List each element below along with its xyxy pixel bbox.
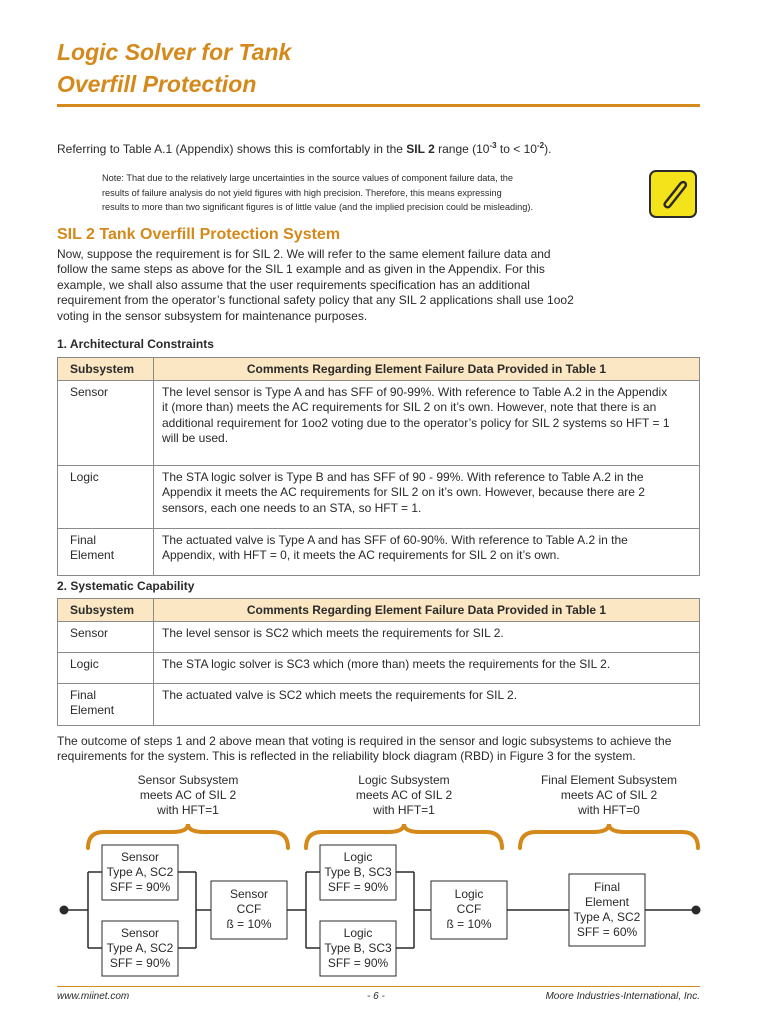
footer-rule (57, 986, 700, 987)
column-header-comments: Comments Regarding Element Failure Data Provided in Table 1 (154, 599, 700, 622)
subsystem-name: Sensor (70, 626, 109, 640)
note-line-2: results of failure analysis do not yield figures with high precision. Therefore, this means expressing (102, 187, 502, 198)
comment-line: The level sensor is Type A and has SFF of 90-99%. With reference to Table A.2 in the Appendix (162, 385, 668, 399)
block-label: Sensor (120, 850, 160, 864)
section-heading: SIL 2 Tank Overfill Protection System (57, 226, 341, 243)
block-label: Logic (343, 850, 373, 864)
title-line-1: Logic Solver for Tank (57, 39, 292, 65)
block-label: Logic (343, 926, 373, 940)
block-label: SFF = 60% (576, 925, 638, 939)
table-row (58, 466, 700, 529)
block-label: Sensor (120, 926, 160, 940)
sensor-subsystem-bracket (88, 824, 288, 848)
table2-heading: 2. Systematic Capability (57, 579, 195, 593)
table1-heading: 1. Architectural Constraints (57, 337, 214, 351)
intro-range-c: ). (544, 142, 552, 156)
column-header-comments: Comments Regarding Element Failure Data Provided in Table 1 (154, 358, 700, 381)
note-text (102, 171, 612, 215)
para-line: follow the same steps as above for the SIL 1 example and as given in the Appendix. For this (57, 262, 545, 277)
intro-range-b: to < 10 (496, 142, 537, 156)
paperclip-icon (649, 170, 697, 218)
outcome-line: The outcome of steps 1 and 2 above mean that voting is required in the sensor and logic subsystems to achieve the (57, 734, 672, 748)
comment-line: The STA logic solver is SC3 which (more than) meets the requirements for the SIL 2. (162, 657, 611, 671)
table-row (58, 684, 700, 726)
subsystem-cell (58, 381, 154, 466)
final-element-subsystem-bracket (520, 824, 698, 848)
intro-sil: SIL 2 (406, 142, 435, 156)
block-label: CCF (456, 902, 482, 916)
comment-line: The level sensor is SC2 which meets the requirements for SIL 2. (162, 626, 504, 640)
para-line: voting in the sensor subsystem for maintenance purposes. (57, 308, 368, 323)
para-line: requirement from the operator’s functional safety policy that any SIL 2 applications shall use 1oo2 (57, 293, 574, 308)
column-header-subsystem: Subsystem (58, 358, 154, 381)
subsystem-cell (58, 653, 154, 684)
block-label: CCF (236, 902, 262, 916)
subsystem-name: Element (70, 703, 115, 718)
comment-cell (154, 622, 700, 653)
table-row (58, 653, 700, 684)
block-label: Final (593, 880, 621, 894)
footer-company: Moore Industries-International, Inc. (545, 991, 700, 1002)
outcome-line: requirements for the system. This is reflected in the reliability block diagram (RBD) in Figure 3 for the system. (57, 749, 636, 764)
subsystem-name: Logic (70, 657, 99, 671)
subsystem-cell (58, 622, 154, 653)
comment-cell (154, 684, 700, 726)
table-header-row (58, 358, 700, 381)
group-caption: with HFT=0 (578, 803, 640, 817)
table-row (58, 622, 700, 653)
block-label: Type A, SC2 (106, 941, 174, 955)
subsystem-cell (58, 529, 154, 576)
comment-line: sensors, each one needs to an STA, so HFT = 1. (162, 500, 422, 515)
comment-cell (154, 466, 700, 529)
group-caption: meets AC of SIL 2 (139, 788, 237, 802)
para-line: Now, suppose the requirement is for SIL 2. We will refer to the same element failure data and (57, 247, 551, 261)
group-caption: Logic Subsystem (358, 773, 450, 787)
intro-range-a: range (10 (434, 142, 490, 156)
subsystem-name: Logic (70, 470, 99, 484)
block-label: ß = 10% (226, 917, 272, 931)
table-header-row (58, 599, 700, 622)
column-header-subsystem: Subsystem (58, 599, 154, 622)
comment-line: it (more than) meets the AC requirements for SIL 2 on it’s own. However, note that there is an (162, 400, 657, 415)
comment-line: additional requirement for 1oo2 voting due to the operator’s policy for SIL 2 systems so HFT = 1 (162, 415, 670, 430)
rbd-end-node (692, 906, 701, 915)
block-label: Type B, SC3 (324, 941, 392, 955)
table-row (58, 529, 700, 576)
subsystem-name: Final (70, 533, 97, 547)
comment-line: Appendix it meets the AC requirements for SIL 2 on it’s own. However, because there are 2 (162, 485, 645, 500)
intro-exp-b: -2 (536, 141, 545, 150)
page-number: - 6 - (367, 991, 385, 1002)
block-label: Sensor (229, 887, 269, 901)
subsystem-name: Element (70, 548, 115, 563)
group-caption: Final Element Subsystem (540, 773, 678, 787)
intro-prefix: Referring to Table A.1 (Appendix) shows this is comfortably in the (57, 142, 407, 156)
comment-cell (154, 653, 700, 684)
outcome-paragraph (57, 734, 707, 765)
comment-line: will be used. (162, 431, 229, 446)
subsystem-name: Final (70, 688, 97, 702)
intro-exp-a: -3 (489, 141, 497, 150)
group-caption: meets AC of SIL 2 (560, 788, 658, 802)
rbd-start-node (60, 906, 69, 915)
block-label: Type A, SC2 (106, 865, 174, 879)
comment-line: The STA logic solver is Type B and has SFF of 90 - 99%. With reference to Table A.2 in the (162, 470, 644, 484)
intro-text (57, 141, 551, 156)
architectural-constraints-table (57, 357, 700, 576)
comment-line: The actuated valve is SC2 which meets the requirements for SIL 2. (162, 688, 518, 702)
comment-line: The actuated valve is Type A and has SFF of 60-90%. With reference to Table A.2 in the (162, 533, 628, 547)
reliability-block-diagram (0, 768, 768, 983)
footer-website: www.miinet.com (57, 991, 130, 1002)
group-caption: meets AC of SIL 2 (355, 788, 453, 802)
subsystem-cell (58, 684, 154, 726)
block-label: SFF = 90% (327, 956, 389, 970)
logic-subsystem-bracket (306, 824, 502, 848)
note-line-1: Note: That due to the relatively large uncertainties in the source values of component failure data, the (102, 173, 513, 183)
page-title (57, 36, 291, 100)
note-line-3: results to more than two significant figures is of little value (and the implied precision could be misleading). (102, 202, 534, 212)
block-label: SFF = 90% (327, 880, 389, 894)
comment-cell (154, 381, 700, 466)
block-label: Element (584, 895, 630, 909)
block-label: SFF = 90% (109, 880, 171, 894)
group-caption: with HFT=1 (157, 803, 219, 817)
systematic-capability-table (57, 598, 700, 726)
para-line: example, we shall also assume that the user requirements specification has an additional (57, 277, 530, 292)
block-label: Logic (454, 887, 484, 901)
title-rule (57, 104, 700, 107)
block-label: SFF = 90% (109, 956, 171, 970)
section-paragraph (57, 247, 707, 324)
block-label: Type B, SC3 (324, 865, 392, 879)
group-caption: Sensor Subsystem (137, 773, 239, 787)
comment-cell (154, 529, 700, 576)
group-caption: with HFT=1 (373, 803, 435, 817)
block-label: ß = 10% (446, 917, 492, 931)
comment-line: Appendix, with HFT = 0, it meets the AC requirements for SIL 2 on it’s own. (162, 548, 560, 563)
title-line-2: Overfill Protection (57, 71, 257, 97)
subsystem-cell (58, 466, 154, 529)
subsystem-name: Sensor (70, 385, 109, 399)
block-label: Type A, SC2 (573, 910, 641, 924)
table-row (58, 381, 700, 466)
